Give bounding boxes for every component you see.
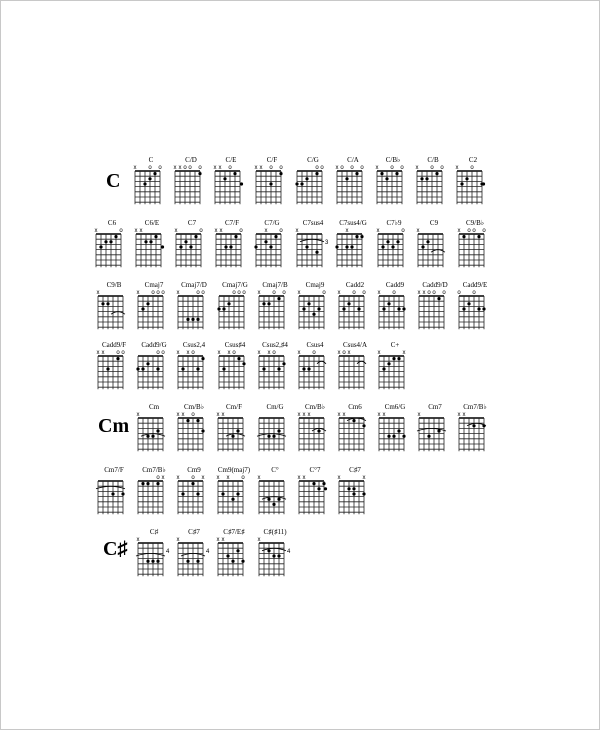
svg-text:x: x	[295, 228, 299, 234]
chord-name: C	[148, 156, 154, 164]
fretboard-grid	[335, 474, 375, 518]
svg-text:o: o	[188, 165, 192, 171]
svg-text:x: x	[216, 537, 220, 543]
fretboard-grid	[333, 227, 373, 271]
svg-text:o: o	[156, 475, 160, 481]
chord-name: Cm7/F	[104, 466, 124, 474]
svg-text:x: x	[457, 412, 461, 418]
svg-text:x: x	[101, 350, 105, 356]
svg-text:x: x	[297, 290, 301, 296]
svg-text:o: o	[440, 165, 444, 171]
chord-name: Cadd9/D	[422, 281, 448, 289]
section-label: Cm	[98, 415, 130, 437]
chord-name: C/A	[347, 156, 359, 164]
svg-text:o: o	[242, 290, 246, 296]
svg-text:x: x	[257, 290, 261, 296]
chord-name: C7sus4	[302, 219, 324, 227]
fretboard-grid	[174, 289, 214, 333]
chord-name: Cmaj7/G	[222, 281, 248, 289]
svg-text:x: x	[337, 350, 341, 356]
chord-name: C7/G	[264, 219, 280, 227]
svg-text:x: x	[216, 475, 220, 481]
svg-text:x: x	[257, 475, 261, 481]
fretboard-grid	[295, 474, 335, 518]
chord-name: C6/E	[144, 219, 160, 227]
chord-name: Csus♯4	[224, 341, 246, 349]
fretboard-grid	[255, 536, 295, 580]
chord-name: C♯7/E♯	[223, 528, 245, 536]
fretboard-grid	[335, 411, 375, 455]
svg-text:o: o	[442, 290, 446, 296]
svg-text:o: o	[315, 165, 319, 171]
chord-name: C7♭9	[386, 219, 402, 227]
chord-name: Cm9(maj7)	[217, 466, 251, 474]
svg-text:x: x	[377, 412, 381, 418]
fretboard-grid	[374, 227, 414, 271]
svg-text:x: x	[342, 412, 346, 418]
chord-name: C7sus4/G	[339, 219, 367, 227]
svg-text:x: x	[375, 165, 379, 171]
svg-text:o: o	[199, 228, 203, 234]
fretboard-grid	[335, 349, 375, 393]
chord-diagram	[375, 341, 415, 393]
fretboard-grid	[375, 411, 415, 455]
chord-name: C6	[107, 219, 117, 227]
svg-text:o: o	[191, 350, 195, 356]
svg-text:x: x	[214, 228, 218, 234]
chord-name: C7	[187, 219, 197, 227]
fretboard-grid	[214, 536, 254, 580]
svg-text:o: o	[390, 165, 394, 171]
svg-text:o: o	[427, 290, 431, 296]
fretboard-grid	[94, 349, 134, 393]
svg-text:x: x	[201, 475, 205, 481]
svg-text:o: o	[352, 290, 356, 296]
chord-diagram	[455, 403, 495, 455]
fretboard-grid	[134, 289, 174, 333]
fretboard-grid	[134, 474, 174, 518]
svg-text:o: o	[196, 290, 200, 296]
fretboard-grid	[415, 289, 455, 333]
chord-name: Csus4/A	[342, 341, 368, 349]
svg-text:x: x	[134, 228, 138, 234]
svg-text:o: o	[322, 290, 326, 296]
svg-text:x: x	[417, 412, 421, 418]
fretboard-grid	[335, 289, 375, 333]
svg-text:x: x	[377, 290, 381, 296]
svg-text:x: x	[297, 350, 301, 356]
chord-name: Cmaj7	[144, 281, 164, 289]
svg-text:o: o	[467, 228, 471, 234]
fretboard-grid	[214, 474, 254, 518]
fretboard-grid	[171, 164, 211, 208]
chord-name: Cm/B♭	[304, 403, 326, 411]
svg-text:o: o	[191, 412, 195, 418]
fretboard-grid	[255, 411, 295, 455]
svg-text:o: o	[279, 228, 283, 234]
chord-name: Cm/G	[266, 403, 284, 411]
chord-name: C°7	[309, 466, 321, 474]
svg-text:x: x	[174, 228, 178, 234]
svg-text:o: o	[198, 165, 202, 171]
fretboard-grid	[94, 474, 134, 518]
svg-text:x: x	[307, 412, 311, 418]
chord-diagram	[455, 281, 495, 333]
fretboard-grid	[295, 411, 335, 455]
fretboard-grid	[373, 164, 413, 208]
chord-name: C/G	[307, 156, 319, 164]
chord-name: C/B♭	[385, 156, 401, 164]
chord-name: C/D	[185, 156, 197, 164]
svg-text:o: o	[392, 290, 396, 296]
svg-text:4: 4	[166, 548, 170, 555]
svg-text:x: x	[221, 412, 225, 418]
svg-text:x: x	[221, 537, 225, 543]
svg-text:x: x	[136, 412, 140, 418]
svg-text:x: x	[376, 228, 380, 234]
fretboard-grid	[174, 411, 214, 455]
chord-name: C♯	[149, 528, 159, 536]
svg-text:x: x	[417, 290, 421, 296]
fretboard-grid	[415, 411, 455, 455]
chord-name: Cm/F	[226, 403, 242, 411]
svg-text:x: x	[176, 350, 180, 356]
svg-text:3: 3	[325, 239, 329, 246]
svg-text:o: o	[340, 165, 344, 171]
svg-text:o: o	[457, 290, 461, 296]
chord-name: C9	[429, 219, 439, 227]
svg-text:x: x	[345, 228, 349, 234]
svg-text:x: x	[416, 228, 420, 234]
svg-text:x: x	[362, 475, 366, 481]
chord-diagram	[455, 219, 495, 271]
svg-text:x: x	[176, 412, 180, 418]
svg-text:x: x	[136, 537, 140, 543]
fretboard-grid	[453, 164, 493, 208]
fretboard-grid	[215, 349, 255, 393]
svg-text:o: o	[360, 165, 364, 171]
svg-text:x: x	[462, 412, 466, 418]
chord-name: Cadd9/E	[462, 281, 488, 289]
svg-text:x: x	[176, 475, 180, 481]
svg-text:x: x	[96, 290, 100, 296]
fretboard-grid	[295, 289, 335, 333]
svg-text:o: o	[272, 290, 276, 296]
fretboard-grid	[174, 536, 214, 580]
section-label: C♯	[103, 538, 128, 560]
svg-text:o: o	[158, 165, 162, 171]
chord-name: C9/B♭	[465, 219, 485, 227]
svg-text:o: o	[201, 290, 205, 296]
svg-text:x: x	[257, 537, 261, 543]
svg-text:x: x	[297, 475, 301, 481]
svg-text:x: x	[176, 290, 180, 296]
fretboard-grid	[134, 536, 174, 580]
svg-text:o: o	[241, 475, 245, 481]
chord-name: C2	[468, 156, 478, 164]
svg-text:x: x	[254, 165, 258, 171]
svg-text:x: x	[415, 165, 419, 171]
svg-text:x: x	[297, 412, 301, 418]
fretboard-grid	[255, 349, 295, 393]
svg-text:o: o	[342, 350, 346, 356]
svg-text:x: x	[302, 475, 306, 481]
chord-name: Cmaj7/B	[262, 281, 288, 289]
svg-text:o: o	[470, 165, 474, 171]
fretboard-grid	[211, 164, 251, 208]
svg-text:x: x	[96, 350, 100, 356]
svg-text:o: o	[239, 228, 243, 234]
svg-text:o: o	[161, 350, 165, 356]
svg-text:o: o	[116, 350, 120, 356]
svg-text:o: o	[119, 228, 123, 234]
fretboard-grid	[134, 411, 174, 455]
chord-name: C♯7	[188, 528, 200, 536]
svg-text:o: o	[320, 165, 324, 171]
svg-text:x: x	[264, 228, 268, 234]
svg-text:x: x	[337, 475, 341, 481]
fretboard-grid	[375, 349, 415, 393]
fretboard-grid	[414, 227, 454, 271]
svg-text:x: x	[218, 165, 222, 171]
svg-text:o: o	[362, 290, 366, 296]
chord-name: Cm6	[348, 403, 362, 411]
chord-name: Cm7/B♭	[463, 403, 487, 411]
svg-text:x: x	[267, 350, 271, 356]
chord-name: C♯7	[349, 466, 361, 474]
chord-name: C°	[271, 466, 279, 474]
fretboard-grid	[92, 227, 132, 271]
svg-text:4: 4	[206, 548, 210, 555]
svg-text:o: o	[228, 165, 232, 171]
svg-text:x: x	[457, 228, 461, 234]
svg-text:o: o	[191, 475, 195, 481]
fretboard-grid	[255, 289, 295, 333]
svg-text:4: 4	[287, 548, 291, 555]
svg-text:x: x	[173, 165, 177, 171]
svg-text:o: o	[232, 350, 236, 356]
svg-text:x: x	[347, 350, 351, 356]
chord-name: Cm/B♭	[183, 403, 205, 411]
svg-text:x: x	[186, 350, 190, 356]
chord-name: C/B	[427, 156, 439, 164]
chord-name: Cadd9/F	[101, 341, 127, 349]
svg-text:x: x	[382, 412, 386, 418]
fretboard-grid	[212, 227, 252, 271]
fretboard-grid	[455, 289, 495, 333]
svg-text:x: x	[257, 350, 261, 356]
fretboard-grid	[131, 164, 171, 208]
fretboard-grid	[255, 474, 295, 518]
chord-diagram	[255, 528, 295, 580]
chord-name: Cm9	[187, 466, 201, 474]
svg-text:x: x	[136, 290, 140, 296]
svg-text:o: o	[472, 290, 476, 296]
svg-text:o: o	[400, 165, 404, 171]
svg-text:o: o	[482, 228, 486, 234]
svg-text:x: x	[133, 165, 137, 171]
svg-text:o: o	[121, 350, 125, 356]
svg-text:o: o	[432, 290, 436, 296]
chord-diagram	[335, 466, 375, 518]
fretboard-grid	[295, 349, 335, 393]
svg-text:x: x	[337, 412, 341, 418]
chord-name: Csus2,♯4	[262, 341, 288, 349]
svg-text:o: o	[151, 290, 155, 296]
svg-text:o: o	[161, 290, 165, 296]
chord-name: Cmaj7/D	[181, 281, 207, 289]
fretboard-grid	[132, 227, 172, 271]
fretboard-grid	[252, 164, 292, 208]
svg-text:x: x	[176, 537, 180, 543]
fretboard-grid	[413, 164, 453, 208]
svg-text:o: o	[272, 350, 276, 356]
svg-text:x: x	[226, 475, 230, 481]
svg-text:x: x	[219, 228, 223, 234]
chord-name: Cm7/B♭	[142, 466, 166, 474]
svg-text:x: x	[216, 412, 220, 418]
fretboard-grid	[455, 411, 495, 455]
svg-text:o: o	[312, 350, 316, 356]
fretboard-grid	[455, 227, 495, 271]
svg-text:x: x	[402, 350, 406, 356]
chord-name: Cm	[148, 403, 160, 411]
svg-text:x: x	[139, 228, 143, 234]
fretboard-grid	[94, 289, 134, 333]
svg-text:x: x	[178, 165, 182, 171]
svg-text:o: o	[156, 290, 160, 296]
svg-text:x: x	[181, 412, 185, 418]
chord-name: Cadd9/G	[141, 341, 167, 349]
svg-text:x: x	[377, 350, 381, 356]
svg-text:x: x	[161, 475, 165, 481]
svg-text:o: o	[282, 290, 286, 296]
svg-text:o: o	[350, 165, 354, 171]
chord-diagram	[453, 156, 493, 208]
chord-name: C/E	[225, 156, 237, 164]
fretboard-grid	[215, 289, 255, 333]
svg-text:o: o	[156, 350, 160, 356]
chord-name: C/F	[266, 156, 278, 164]
chord-name: Cadd9	[385, 281, 405, 289]
chord-name: Cm6/G	[384, 403, 406, 411]
svg-text:o: o	[237, 290, 241, 296]
svg-text:o: o	[148, 165, 152, 171]
fretboard-grid	[293, 164, 333, 208]
svg-text:o: o	[401, 228, 405, 234]
svg-text:x: x	[337, 290, 341, 296]
svg-text:x: x	[213, 165, 217, 171]
fretboard-grid	[174, 474, 214, 518]
chord-name: C9/B	[106, 281, 122, 289]
svg-text:o: o	[430, 165, 434, 171]
fretboard-grid	[134, 349, 174, 393]
svg-text:x: x	[94, 228, 98, 234]
chord-name: Csus4	[306, 341, 324, 349]
fretboard-grid	[293, 227, 333, 271]
fretboard-grid	[174, 349, 214, 393]
chord-name: C+	[390, 341, 400, 349]
chord-name: Cadd2	[345, 281, 365, 289]
svg-text:o: o	[269, 165, 273, 171]
svg-text:o: o	[472, 228, 476, 234]
chord-name: Cmaj9	[305, 281, 325, 289]
chord-name: Csus2,4	[182, 341, 206, 349]
fretboard-grid	[252, 227, 292, 271]
fretboard-grid	[375, 289, 415, 333]
svg-text:x: x	[227, 350, 231, 356]
fretboard-grid	[214, 411, 254, 455]
svg-text:o: o	[279, 165, 283, 171]
svg-text:x: x	[422, 290, 426, 296]
svg-text:x: x	[259, 165, 263, 171]
svg-text:x: x	[217, 350, 221, 356]
section-label: C	[106, 170, 121, 192]
svg-text:x: x	[335, 165, 339, 171]
chord-name: C♯(♯11)	[263, 528, 287, 536]
svg-text:o: o	[183, 165, 187, 171]
chord-name: C7/F	[224, 219, 239, 227]
fretboard-grid	[333, 164, 373, 208]
svg-text:x: x	[455, 165, 459, 171]
fretboard-grid	[172, 227, 212, 271]
chord-name: Cm7	[428, 403, 442, 411]
svg-text:x: x	[302, 412, 306, 418]
svg-text:o: o	[232, 290, 236, 296]
